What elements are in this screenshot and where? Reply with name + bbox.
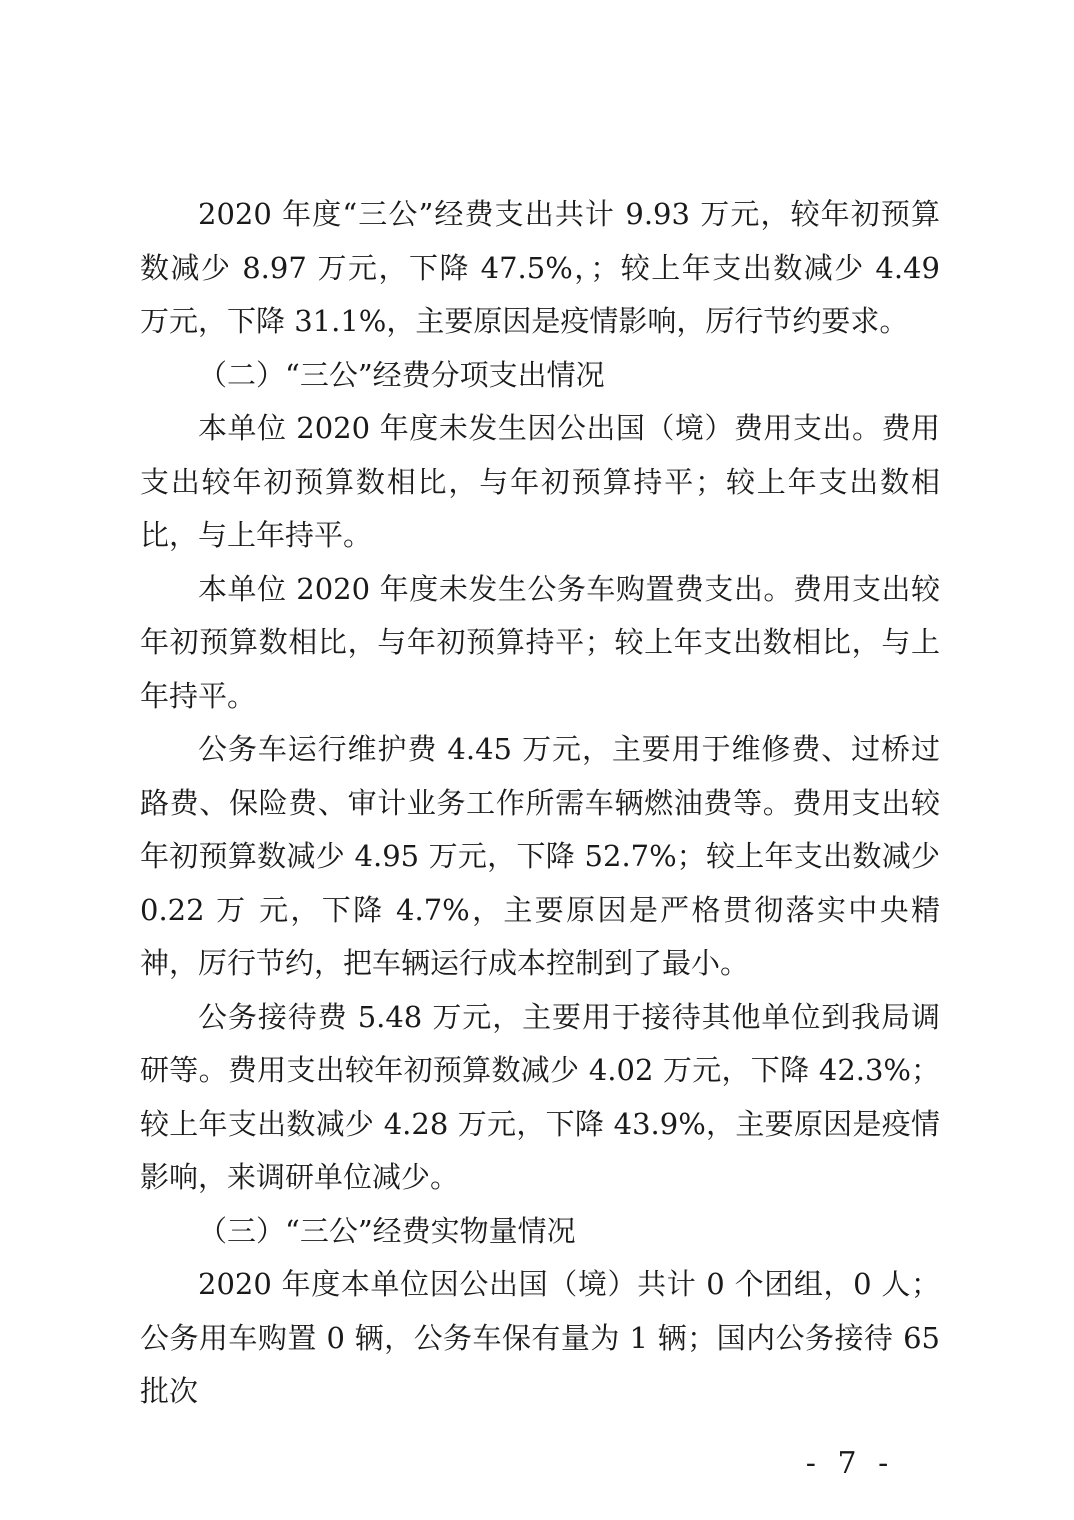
paragraph-reception: 公务接待费 5.48 万元，主要用于接待其他单位到我局调研等。费用支出较年初预算数减少 4.02 万元，下降 42.3%；较上年支出数减少 4.28 万元，下降 43.9%，主要原因是疫情影响，来调研单位减少。	[140, 999, 940, 1194]
paragraph-physical-quantity: 2020 年度本单位因公出国（境）共计 0 个团组，0 人；公务用车购置 0 辆，公务车保有量为 1 辆；国内公务接待 65 批次	[140, 1267, 940, 1408]
section-heading-itemized: （二）“三公”经费分项支出情况	[198, 357, 605, 392]
paragraph-vehicle-purchase: 本单位 2020 年度未发生公务车购置费支出。费用支出较年初预算数相比，与年初预算持平；较上年支出数相比，与上年持平。	[140, 571, 940, 713]
document-body	[140, 188, 940, 1419]
page-number: - 7 -	[805, 1446, 895, 1481]
paragraph-overseas-travel: 本单位 2020 年度未发生因公出国（境）费用支出。费用支出较年初预算数相比，与年初预算持平；较上年支出数相比，与上年持平。	[140, 411, 940, 552]
paragraph-total-expenditure: 2020 年度“三公”经费支出共计 9.93 万元，较年初预算数减少 8.97 万元，下降 47.5%，；较上年支出数减少 4.49 万元，下降 31.1%，主要原因是疫情影响，厉行节约要求。	[140, 197, 940, 338]
paragraph-vehicle-maintenance: 公务车运行维护费 4.45 万元，主要用于维修费、过桥过路费、保险费、审计业务工作所需车辆燃油费等。费用支出较年初预算数减少 4.95 万元，下降 52.7%；较上年支出数减少 0.22 万 元，下降 4.7%，主要原因是严格贯彻落实中央精神，厉行节约，把车辆运行成本控制到了最小。	[140, 732, 940, 980]
section-heading-physical-quantity: （三）“三公”经费实物量情况	[198, 1213, 576, 1248]
